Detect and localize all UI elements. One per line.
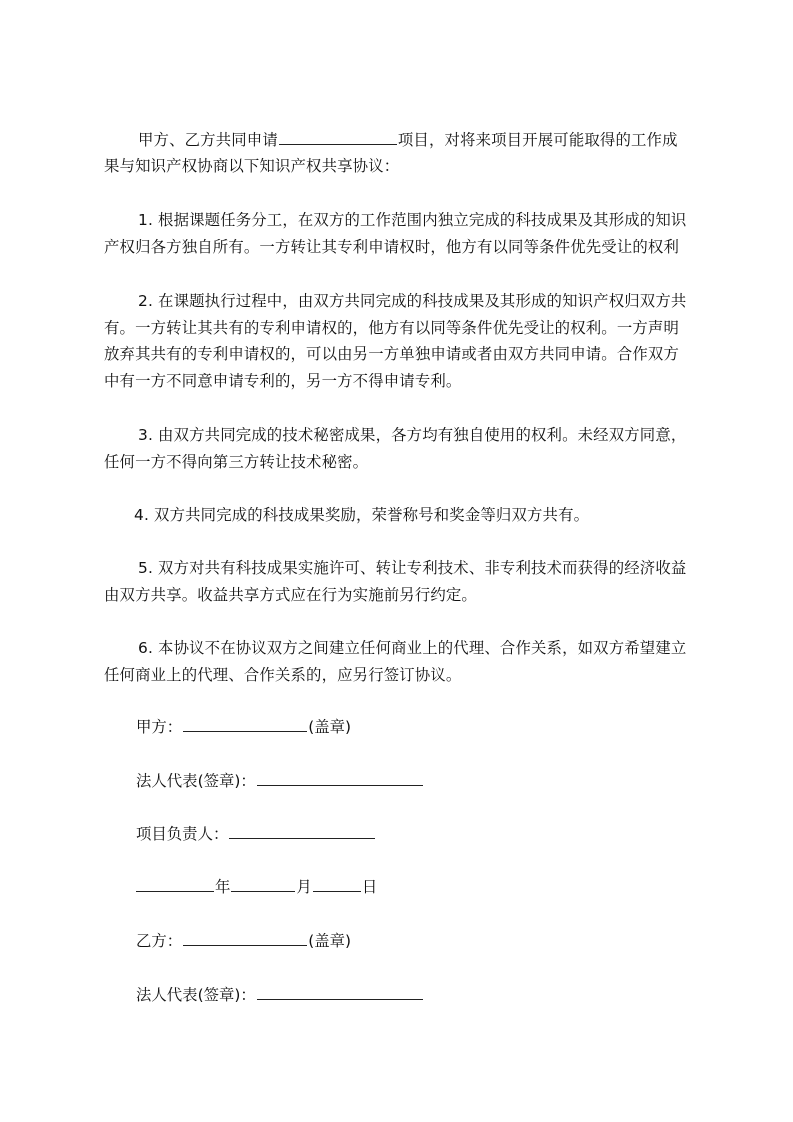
party-a-label: 甲方：: [136, 718, 183, 736]
party-b-row: [136, 929, 351, 953]
project-lead-row: [136, 822, 376, 846]
intro-line-1: [138, 128, 678, 152]
party-b-label: 乙方：: [136, 932, 183, 950]
legal-rep-b-label: 法人代表(签章)：: [136, 986, 256, 1004]
project-lead-label: 项目负责人：: [136, 825, 229, 843]
clause-5-line-2: 由双方共享。收益共享方式应在行为实施前另行约定。: [104, 586, 477, 604]
legal-rep-b-row: [136, 983, 424, 1007]
project-lead-blank[interactable]: [229, 823, 375, 839]
clause-3-line-2: 任何一方不得向第三方转让技术秘密。: [104, 453, 369, 471]
project-name-blank[interactable]: [279, 129, 397, 145]
clause-1-line-1: 1. 根据课题任务分工，在双方的工作范围内独立完成的科技成果及其形成的知识: [138, 211, 687, 229]
intro-line-2: 果与知识产权协商以下知识产权共享协议：: [104, 157, 400, 175]
clause-2-line-4: 中有一方不同意申请专利的，另一方不得申请专利。: [104, 372, 462, 390]
legal-rep-a-blank[interactable]: [257, 770, 423, 786]
day-label: 日: [361, 878, 378, 896]
clause-2-line-1: 2. 在课题执行过程中，由双方共同完成的科技成果及其形成的知识产权归双方共: [138, 292, 687, 310]
clause-6-line-1: 6. 本协议不在协议双方之间建立任何商业上的代理、合作关系，如双方希望建立: [138, 639, 687, 657]
party-a-row: [136, 715, 351, 739]
clause-3-line-1: 3. 由双方共同完成的技术秘密成果，各方均有独自使用的权利。未经双方同意，: [138, 426, 687, 444]
legal-rep-a-row: [136, 769, 424, 793]
clause-2-line-2: 有。一方转让其共有的专利申请权的，他方有以同等条件优先受让的权利。一方声明: [104, 319, 680, 337]
clause-1-line-2: 产权归各方独自所有。一方转让其专利申请权时，他方有以同等条件优先受让的权利: [104, 238, 680, 256]
legal-rep-b-blank[interactable]: [257, 984, 423, 1000]
year-blank[interactable]: [136, 876, 214, 892]
intro-text-before: 甲方、乙方共同申请: [138, 131, 278, 149]
legal-rep-a-label: 法人代表(签章)：: [136, 772, 256, 790]
month-blank[interactable]: [231, 876, 295, 892]
year-label: 年: [215, 878, 231, 896]
date-row: [136, 875, 377, 899]
day-blank[interactable]: [313, 876, 361, 892]
party-a-blank[interactable]: [183, 716, 307, 732]
party-a-seal: (盖章): [308, 718, 351, 736]
party-b-seal: (盖章): [308, 932, 351, 950]
intro-text-after: 项目，对将来项目开展可能取得的工作成: [397, 131, 678, 149]
month-label: 月: [296, 878, 312, 896]
clause-4-line-1: 4. 双方共同完成的科技成果奖励，荣誉称号和奖金等归双方共有。: [134, 506, 590, 524]
clause-2-line-3: 放弃其共有的专利申请权的，可以由另一方单独申请或者由双方共同申请。合作双方: [104, 345, 680, 363]
party-b-blank[interactable]: [183, 930, 307, 946]
clause-6-line-2: 任何商业上的代理、合作关系的，应另行签订协议。: [104, 666, 462, 684]
clause-5-line-1: 5. 双方对共有科技成果实施许可、转让专利技术、非专利技术而获得的经济收益: [138, 559, 687, 577]
